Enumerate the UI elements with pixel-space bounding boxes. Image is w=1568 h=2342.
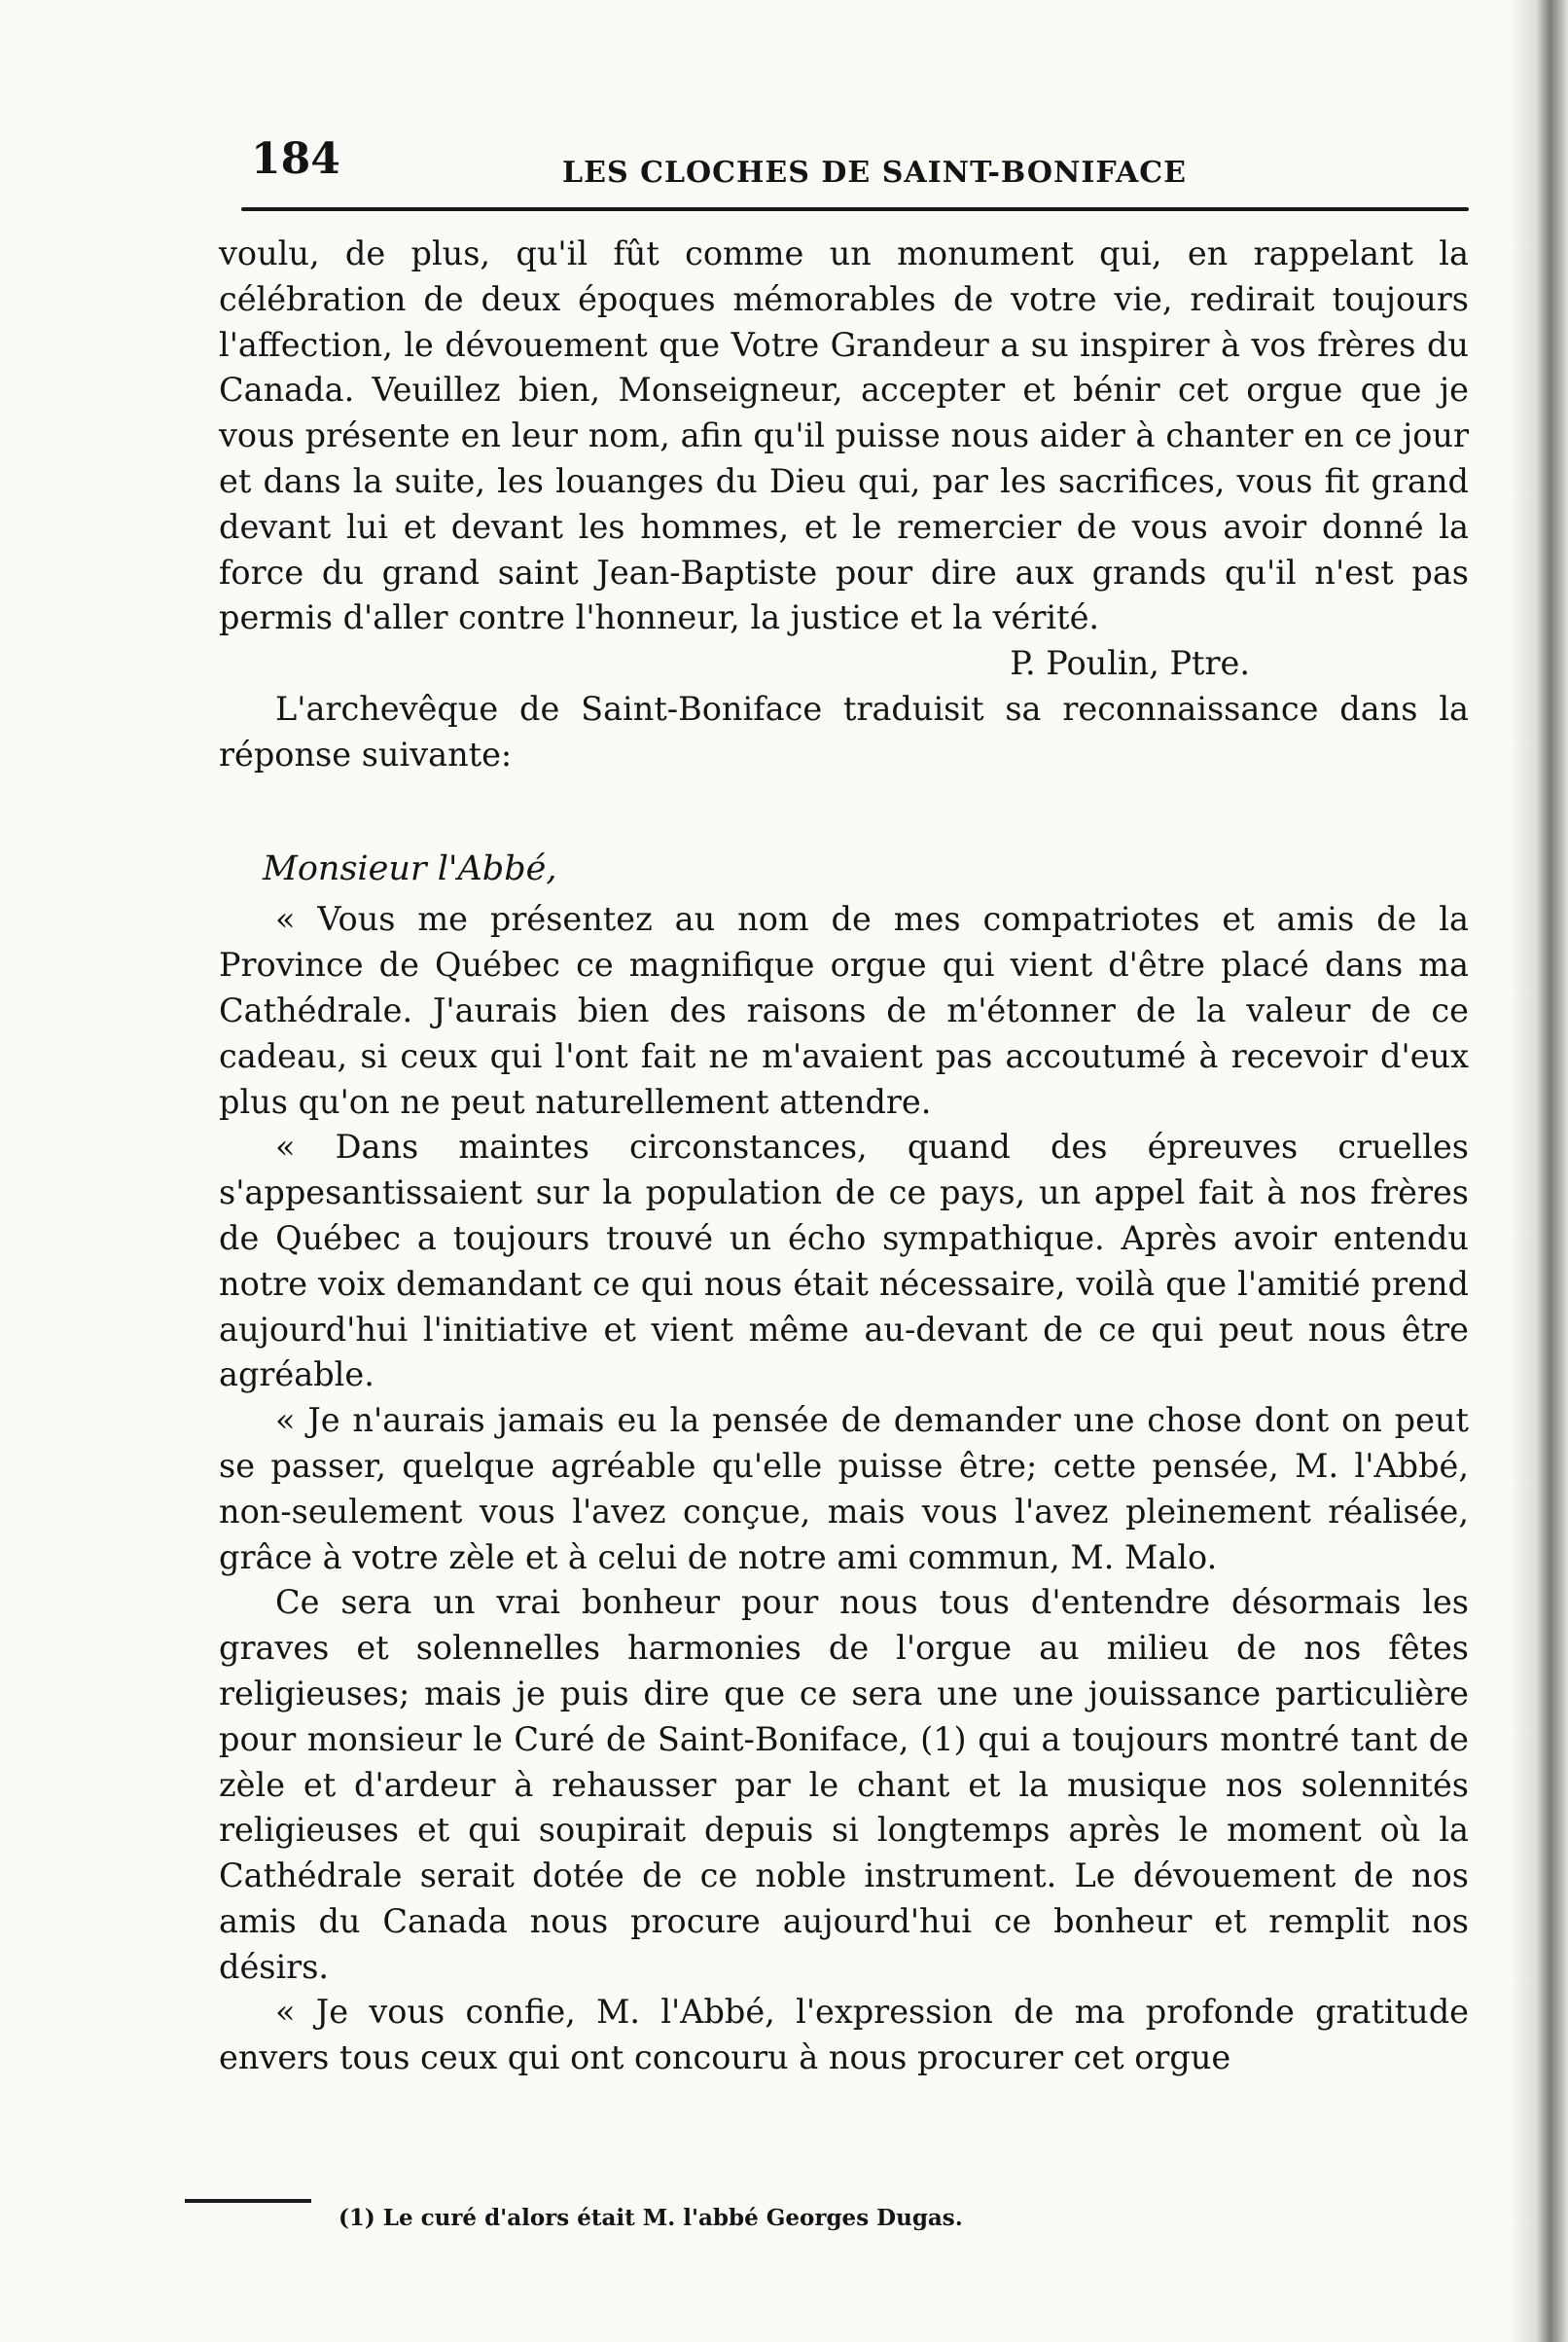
header-rule	[241, 207, 1469, 211]
paragraph-7: « Je vous confie, M. l'Abbé, l'expression de ma profonde gratitude envers tous ceux qui ont concouru à nous procurer cet orgue	[219, 1993, 1469, 2077]
footnote: (1) Le curé d'alors était M. l'abbé Georges Dugas.	[339, 2205, 963, 2231]
footnote-rule	[185, 2199, 311, 2203]
salutation: Monsieur l'Abbé,	[263, 848, 557, 888]
paragraph-5: « Je n'aurais jamais eu la pensée de demander une chose dont on peut se passer, quelque agréable qu'elle puisse être; cette pensée, M. l'Abbé, non-seulement vous l'avez conçue, mais vous l'avez pleinement réalisée, grâce à votre zèle et à celui de notre ami commun, M. Malo.	[219, 1401, 1469, 1576]
page-number: 184	[251, 134, 340, 184]
paragraph-1: voulu, de plus, qu'il fût comme un monument qui, en rappelant la célébration de deux époques mémorables de votre vie, redirait toujours l'affection, le dévouement que Votre Grandeur a su inspirer à vos frères du Canada. Veuillez bien, Monseigneur, accepter et bénir cet orgue que je vous présente en leur nom, afin qu'il puisse nous aider à chanter en ce jour et dans la suite, les louanges du Dieu qui, par les sacrifices, vous fit grand devant lui et devant les hommes, et le remercier de vous avoir donné la force du grand saint Jean-Baptiste pour dire aux grands qu'il n'est pas permis d'aller contre l'honneur, la justice et la vérité.	[219, 234, 1469, 637]
paragraph-4: « Dans maintes circonstances, quand des épreuves cruelles s'appesantissaient sur la population de ce pays, un appel fait à nos frères de Québec a toujours trouvé un écho sympathique. Après avoir entendu notre voix demandant ce qui nous était nécessaire, voilà que l'amitié prend aujourd'hui l'initiative et vient même au-devant de ce qui peut nous être agréable.	[219, 1128, 1469, 1394]
page-spine-shadow	[1510, 0, 1568, 2342]
paragraph-2: L'archevêque de Saint-Boniface traduisit sa reconnaissance dans la réponse suivante:	[219, 689, 1469, 774]
paragraph-6: Ce sera un vrai bonheur pour nous tous d'entendre désormais les graves et solennelles harmonies de l'orgue au milieu de nos fêtes religieuses; mais je puis dire que ce sera une une jouissance particulière pour monsieur le Curé de Saint-Boniface, (1) qui a toujours montré tant de zèle et d'ardeur à rehausser par le chant et la musique nos solennités religieuses et qui soupirait depuis si longtemps après le moment où la Cathédrale serait dotée de ce noble instrument. Le dévouement de nos amis du Canada nous procure aujourd'hui ce bonheur et remplit nos désirs.	[219, 1583, 1469, 1986]
signature: P. Poulin, Ptre.	[1010, 644, 1250, 683]
paragraph-3: « Vous me présentez au nom de mes compatriotes et amis de la Province de Québec ce magnifique orgue qui vient d'être placé dans ma Cathédrale. J'aurais bien des raisons de m'étonner de la valeur de ce cadeau, si ceux qui l'ont fait ne m'avaient pas accoutumé à recevoir d'eux plus qu'on ne peut naturellement attendre.	[219, 900, 1469, 1121]
page-body	[219, 232, 1469, 2081]
running-title: LES CLOCHES DE SAINT-BONIFACE	[562, 156, 1187, 190]
page-header	[251, 134, 1467, 193]
